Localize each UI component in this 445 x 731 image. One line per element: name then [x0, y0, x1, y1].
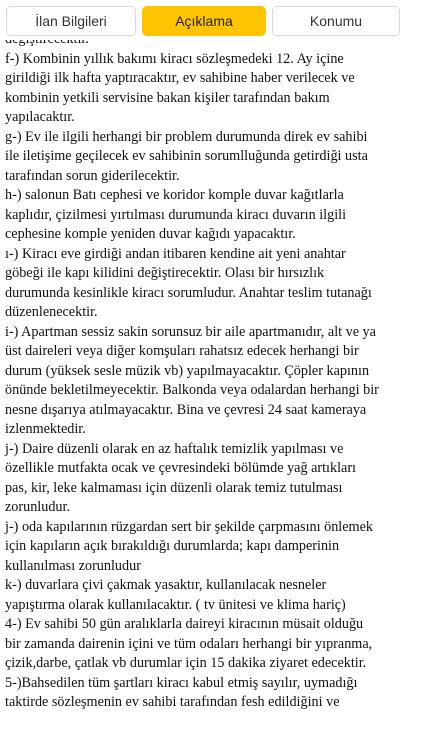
description-line: özellikle mutfakta ocak ve çevresindeki bölümde yağ artıkları — [5, 460, 357, 476]
description-line: k-) duvarlara çivi çakmak yasaktır, kullanılacak nesneler — [5, 577, 327, 593]
description-paragraph — [5, 518, 445, 577]
tab-konumu[interactable]: Konumu — [272, 6, 400, 36]
description-paragraph — [5, 245, 445, 323]
description-line: kombinin yetkili servisine bakan kişiler tarafından bakım — [5, 89, 330, 106]
description-paragraph — [5, 615, 445, 674]
description-line: g-) Ev ile ilgili herhangi bir problem durumunda direk ev sahibi — [5, 128, 368, 145]
description-line: yapılacaktır. — [5, 109, 75, 125]
description-line: kaplıdır, çizilmesi yırtılması durumunda kiracı duvarın ilgili — [5, 206, 347, 223]
description-paragraph — [5, 50, 445, 128]
description-line: için kapıların açık bırakıldığı durumlarda; kapı damperinin — [5, 538, 340, 554]
description-paragraph — [5, 674, 445, 713]
description-line: taktirde sözleşmenin ev sahibi tarafından fesh edildiğini ve — [5, 694, 340, 710]
description-line: göbeği ile kapı kilidini değiştirecektir. Olası bir hırsızlık — [5, 265, 325, 281]
description-paragraph — [5, 440, 445, 518]
description-line: i-) Apartman sessiz sakin sorunsuz bir aile apartmanıdır, alt ve ya — [5, 323, 376, 340]
description-line: durumunda kesinlikle kiracı sorumludur. Anahtar teslim tutanağı — [5, 284, 372, 301]
description-line: cephesine komple yeniden duvar kağıdı yapacaktır. — [5, 226, 296, 242]
description-line: zorunludur. — [5, 499, 71, 515]
description-line: girildiği ilk hafta yaptıracaktır, ev sahibine haber verilecek ve — [5, 70, 355, 86]
description-line: düzenlenecektir. — [5, 304, 98, 320]
description-paragraph — [5, 576, 445, 615]
description-line: 5-)Bahsedilen tüm şartları kiracı kabul etmiş sayılır, uymadığı — [5, 674, 358, 691]
description-paragraph — [5, 186, 445, 245]
description-line: ile iletişime geçilecek ev sahibinin sorumlluğunda getirdiği usta — [5, 148, 368, 164]
description-line: nesne dışarıya atılmayacaktır. Bina ve çevresi 24 saat kameraya — [5, 401, 367, 418]
description-line: f-) Kombinin yıllık bakımı kiracı sözleşmedeki 12. Ay içine — [5, 50, 344, 67]
description-line: tarafından sorun giderilecektir. — [5, 167, 180, 184]
description-line: pas, kir, leke kalmaması için düzenli olarak temiz tutulması — [5, 479, 343, 496]
description-line: kullanılması zorunludur — [5, 557, 141, 574]
description-line: yapıştırma olarak kullanılacaktır. ( tv ünitesi ve klima hariç) — [5, 596, 346, 613]
description-line: ı-) Kiracı eve girdiği andan itibaren kendine ait yeni anahtar — [5, 245, 346, 262]
description-content[interactable] — [0, 40, 406, 731]
tab-aciklama[interactable]: Açıklama — [142, 6, 266, 36]
description-line: j-) Daire düzenli olarak en az haftalık temizlik yapılması ve — [5, 440, 344, 457]
description-line: üst daireleri veya diğer komşuları rahatsız edecek herhangi bir — [5, 343, 359, 359]
tab-bar — [0, 0, 406, 40]
description-line: j-) oda kapılarının rüzgardan sert bir şekilde çarpmasını önlemek — [5, 518, 373, 535]
description-line: çizik,darbe, çatlak vb durumlar için 15 dakika ziyaret edecektir. — [5, 655, 367, 671]
description-line: 4-) Ev sahibi 50 gün aralıklarla daireyi kiracının müsait olduğu — [5, 616, 364, 632]
description-paragraph — [5, 128, 445, 187]
description-text — [5, 30, 445, 713]
description-line: bir zamanda dairenin içini ve tüm odaları herhangi bir yıpranma, — [5, 635, 373, 652]
description-line: h-) salonun Batı cephesi ve koridor komple duvar kağıtlarla — [5, 187, 344, 203]
description-line: durum (yüksek sesle müzik vb) yapılmayacaktır. Çöpler kapının — [5, 362, 370, 379]
description-paragraph — [5, 323, 445, 440]
description-line: önünde bekletilmeyecektir. Balkonda veya odalardan herhangi bir — [5, 382, 379, 398]
description-line: izlenmektedir. — [5, 421, 86, 437]
tab-ilan-bilgileri[interactable]: İlan Bilgileri — [6, 6, 136, 36]
